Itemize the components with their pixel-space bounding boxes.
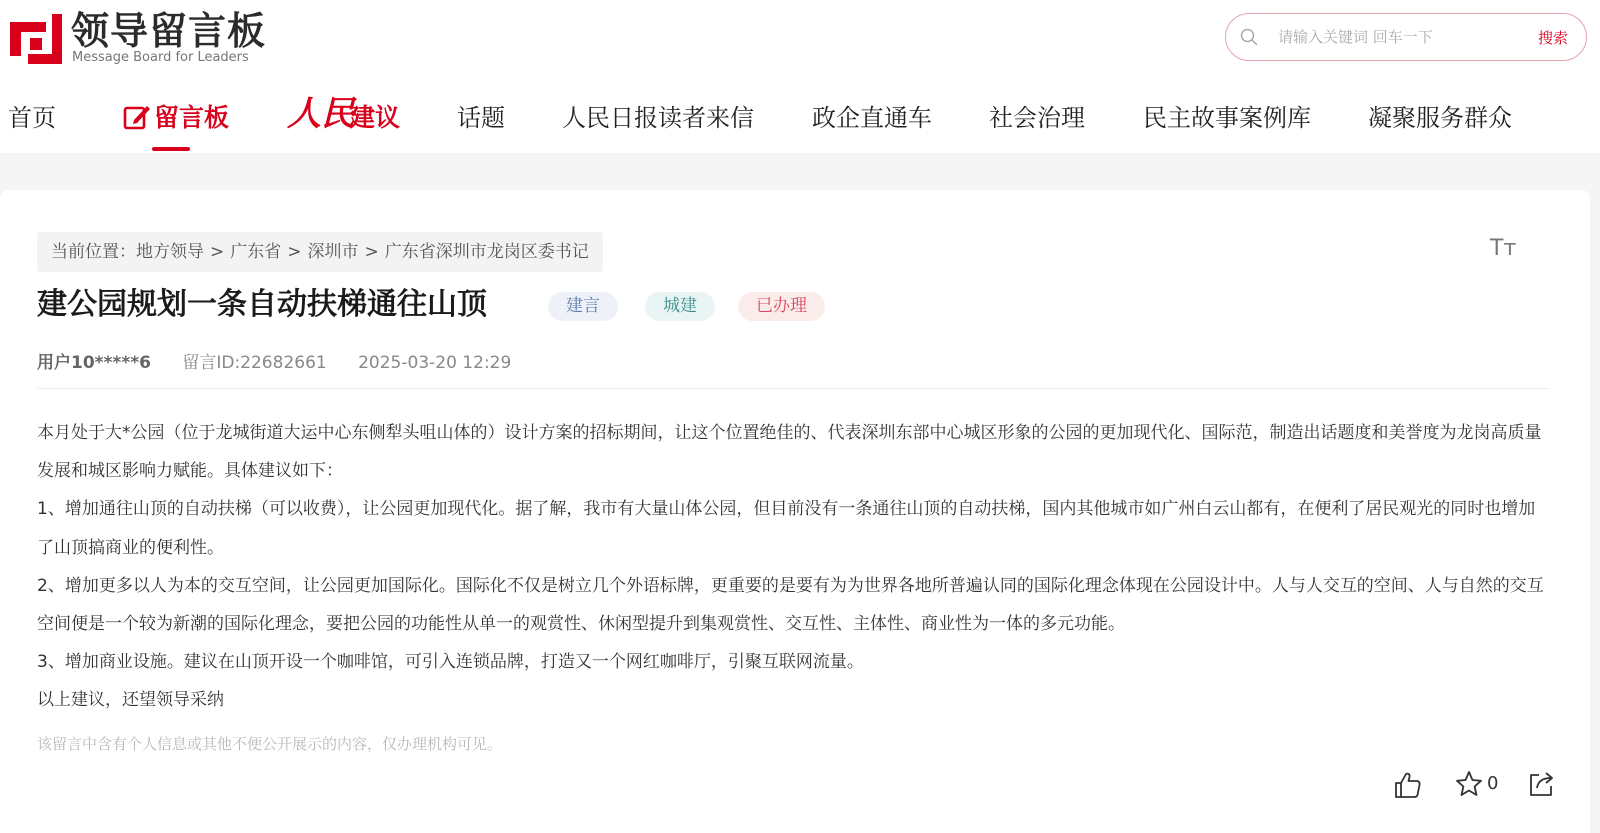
post-author: 用户10*****6	[37, 353, 151, 373]
main-nav	[0, 96, 1600, 152]
breadcrumb-item[interactable]: 广东省深圳市龙岗区委书记	[384, 242, 589, 262]
body-paragraph: 3、增加商业设施。建议在山顶开设一个咖啡馆，可引入连锁品牌，打造又一个网红咖啡厅，引聚互联网流量。	[37, 652, 864, 673]
status-badge: 已办理	[738, 292, 825, 321]
post-datetime: 2025-03-20 12:29	[358, 353, 512, 373]
body-paragraph: 1、增加通往山顶的自动扶梯（可以收费），让公园更加现代化。据了解，我市有大量山体公园，但目前没有一条通往山顶的自动扶梯，国内其他城市如广州白云山都有，在便利了居民观光的同时也增加了山顶搞商业的便利性。	[37, 499, 1536, 558]
breadcrumb-separator: >	[210, 242, 225, 262]
nav-social-governance[interactable]: 社会治理	[989, 104, 1085, 132]
breadcrumb	[37, 232, 603, 272]
nav-topics[interactable]: 话题	[457, 104, 505, 132]
breadcrumb-item[interactable]: 广东省	[230, 242, 282, 262]
divider	[37, 388, 1550, 389]
search-box	[1225, 13, 1587, 61]
body-paragraph: 2、增加更多以人为本的交互空间，让公园更加国际化。国际化不仅是树立几个外语标牌，更重要的是要有为为世界各地所普遍认同的国际化理念体现在公园设计中。人与人交互的空间、人与自然的交互空间便是一个较为新潮的国际化理念，要把公园的功能性从单一的观赏性、休闲型提升到集观赏性、交互性、主体性、商业性为一体的多元功能。	[37, 575, 1544, 635]
edit-icon	[123, 103, 151, 131]
favorite-count: 0	[1487, 773, 1499, 794]
nav-jianyi-label[interactable]: 建议	[350, 103, 401, 132]
nav-message-board[interactable]: 留言板	[154, 103, 230, 132]
post-meta	[37, 350, 537, 376]
like-icon[interactable]	[1393, 770, 1423, 800]
tag-urban-construction[interactable]: 城建	[645, 292, 715, 321]
breadcrumb-prefix: 当前位置：	[51, 242, 136, 262]
share-icon[interactable]	[1527, 770, 1555, 798]
nav-readers-letters[interactable]: 人民日报读者来信	[562, 104, 754, 132]
nav-business-bus[interactable]: 政企直通车	[812, 104, 932, 132]
body-paragraph: 本月处于大*公园（位于龙城街道大运中心东侧犁头咀山体的）设计方案的招标期间，让这个位置绝佳的、代表深圳东部中心城区形象的公园的更加现代化、国际范，制造出话题度和美誉度为龙岗高质量发展和城区影响力赋能。具体建议如下：	[37, 423, 1542, 482]
nav-renmin-label[interactable]: 人民	[287, 94, 355, 134]
privacy-notice: 该留言中含有个人信息或其他不便公开展示的内容，仅办理机构可见。	[37, 735, 503, 753]
breadcrumb-item[interactable]: 地方领导	[136, 242, 204, 262]
body-paragraph: 以上建议，还望领导采纳	[37, 690, 224, 711]
post-title: 建公园规划一条自动扶梯通往山顶	[37, 287, 487, 322]
breadcrumb-item[interactable]: 深圳市	[307, 242, 359, 262]
post-body	[37, 414, 1552, 720]
nav-active-indicator	[152, 147, 190, 151]
nav-democracy-cases[interactable]: 民主故事案例库	[1143, 104, 1311, 132]
logo-title[interactable]: 领导留言板	[71, 9, 267, 53]
breadcrumb-separator: >	[287, 242, 302, 262]
star-icon[interactable]	[1455, 770, 1483, 798]
nav-serve-people[interactable]: 凝聚服务群众	[1368, 104, 1512, 132]
nav-home[interactable]: 首页	[8, 104, 56, 132]
search-button[interactable]: 搜索	[1537, 29, 1568, 47]
tag-suggestion[interactable]: 建言	[548, 292, 618, 321]
logo-subtitle: Message Board for Leaders	[72, 50, 249, 65]
message-id: 留言ID:22682661	[182, 353, 327, 373]
logo-mark-icon[interactable]	[8, 12, 64, 66]
search-icon	[1240, 28, 1258, 46]
search-input[interactable]	[1278, 24, 1518, 50]
font-size-icon[interactable]: Tт	[1490, 236, 1517, 261]
breadcrumb-separator: >	[364, 242, 379, 262]
